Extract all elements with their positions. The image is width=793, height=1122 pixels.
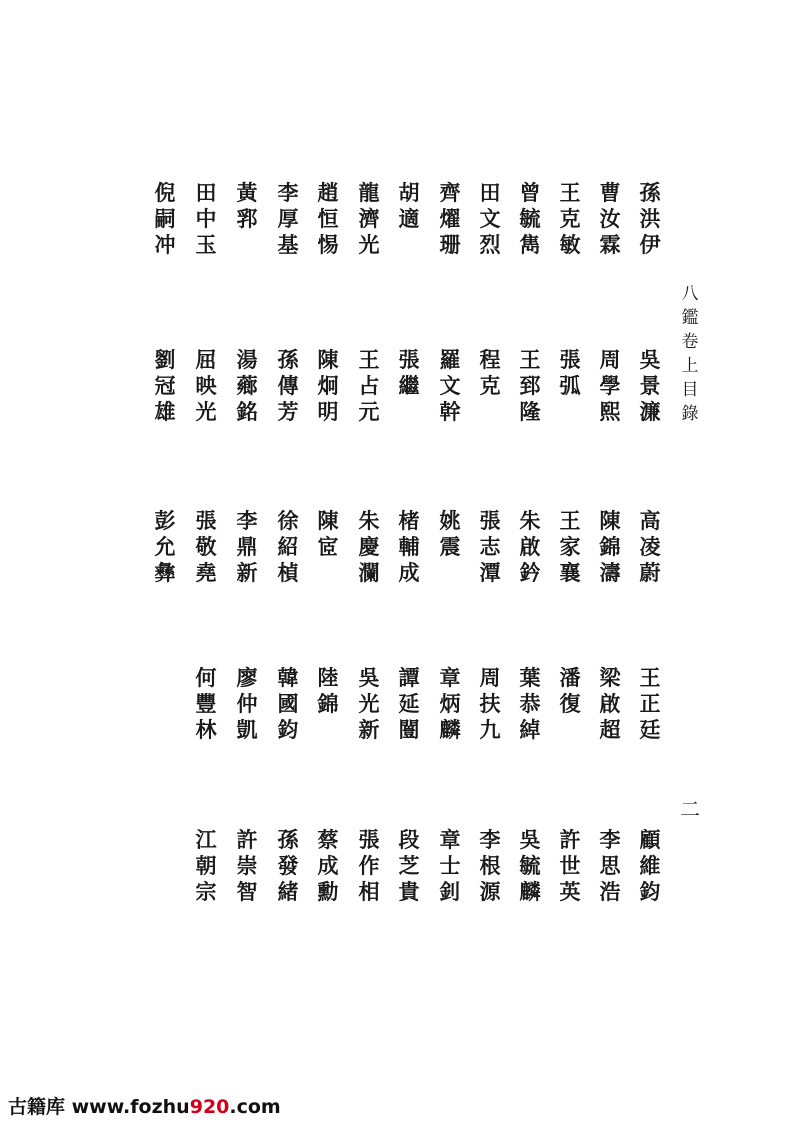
name-entry: 田文烈 [479, 180, 501, 257]
name-entry: 孫發緒 [277, 827, 299, 904]
name-entry: 周扶九 [479, 665, 501, 742]
name-entry: 黃 郛 [236, 180, 279, 231]
name-entry: 高凌蔚 [639, 508, 661, 585]
name-entry: 梁啟超 [599, 665, 621, 742]
name-entry: 孫傳芳 [277, 347, 299, 424]
name-entry: 潘 復 [559, 665, 602, 716]
name-entry: 劉冠雄 [154, 347, 176, 424]
name-entry: 韓國鈞 [277, 665, 299, 742]
name-entry: 陳 宧 [317, 508, 360, 559]
name-entry: 龍濟光 [358, 180, 380, 257]
name-entry: 程 克 [479, 347, 522, 398]
name-entry: 王占元 [358, 347, 380, 424]
name-entry: 張敬堯 [195, 508, 217, 585]
name-entry: 李根源 [479, 827, 501, 904]
name-entry: 陸 錦 [317, 665, 360, 716]
name-entry: 屈映光 [195, 347, 217, 424]
name-entry: 周學熙 [599, 347, 621, 424]
name-entry: 孫洪伊 [639, 180, 661, 257]
name-entry: 張 弧 [559, 347, 602, 398]
name-entry: 朱啟鈐 [519, 508, 541, 585]
name-entry: 章士釗 [439, 827, 461, 904]
name-entry: 蔡成勳 [317, 827, 339, 904]
name-entry: 李思浩 [599, 827, 621, 904]
name-entry: 王郅隆 [519, 347, 541, 424]
name-entry: 朱慶瀾 [358, 508, 380, 585]
name-entry: 齊燿珊 [439, 180, 461, 257]
name-entry: 吳景濂 [639, 347, 661, 424]
name-entry: 李厚基 [277, 180, 299, 257]
name-entry: 吳光新 [358, 665, 380, 742]
name-entry: 陳錦濤 [599, 508, 621, 585]
name-entry: 張 繼 [398, 347, 441, 398]
name-entry: 譚延闓 [398, 665, 420, 742]
page-number: 二 [680, 797, 700, 821]
watermark: 古籍库 www.fozhu920.com [8, 1096, 281, 1118]
name-entry: 曾毓雋 [519, 180, 541, 257]
name-entry: 許崇智 [236, 827, 258, 904]
name-entry: 胡 適 [398, 180, 441, 231]
name-entry: 湯薌銘 [236, 347, 258, 424]
name-entry: 何豐林 [195, 665, 217, 742]
name-entry: 楮輔成 [398, 508, 420, 585]
name-entry: 田中玉 [195, 180, 217, 257]
name-entry: 章炳麟 [439, 665, 461, 742]
name-entry: 王家襄 [559, 508, 581, 585]
name-entry: 許世英 [559, 827, 581, 904]
name-entry: 倪嗣冲 [154, 180, 176, 257]
name-entry: 徐紹楨 [277, 508, 299, 585]
name-entry: 姚 震 [439, 508, 482, 559]
name-entry: 江朝宗 [195, 827, 217, 904]
name-entry: 王克敏 [559, 180, 581, 257]
name-entry: 廖仲凱 [236, 665, 258, 742]
name-entry: 王正廷 [639, 665, 661, 742]
name-entry: 顧維鈞 [639, 827, 661, 904]
name-entry: 陳炯明 [317, 347, 339, 424]
name-entry: 葉恭綽 [519, 665, 541, 742]
name-entry: 羅文幹 [439, 347, 461, 424]
name-entry: 張志潭 [479, 508, 501, 585]
name-entry: 李鼎新 [236, 508, 258, 585]
name-entry: 段芝貴 [398, 827, 420, 904]
name-entry: 趙恒惕 [317, 180, 339, 257]
name-entry: 彭允彝 [154, 508, 176, 585]
name-entry: 曹汝霖 [599, 180, 621, 257]
name-entry: 吳毓麟 [519, 827, 541, 904]
name-entry: 張作相 [358, 827, 380, 904]
page-header: 八鑑卷上 目錄 [681, 284, 716, 424]
